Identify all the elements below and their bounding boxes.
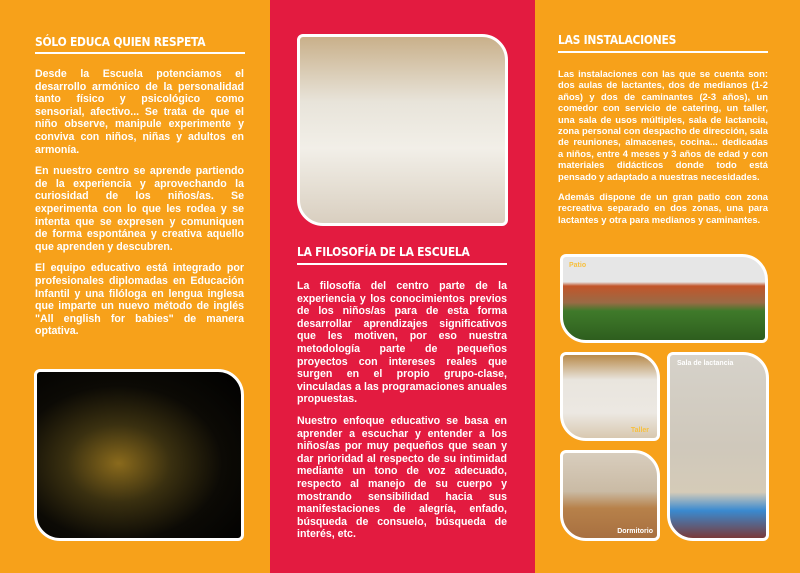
divider bbox=[558, 51, 768, 53]
paragraph: El equipo educativo está integrado por profesionales diplomadas en Educación Infantil y una filóloga en lengua inglesa que imparte un nuevo método de inglés "All english for babies" de manera optativa. bbox=[35, 262, 244, 338]
photo-patio bbox=[560, 254, 768, 343]
photo-taller bbox=[560, 352, 660, 441]
divider bbox=[297, 263, 507, 265]
paragraph: Las instalaciones con las que se cuenta son: dos aulas de lactantes, dos de medianos (1-2 años) y dos de caminantes (2-3 años), un comedor con servicio de catering, un taller, una sala de usos múltiples, sala de lactancia, zona personal con despacho de dirección, sala de reuniones, almacenes, cocina... dedicadas a niños, entre 4 meses y 3 años de edad y con materiales didácticos donde todo está pensado y adaptado a nuestras necesidades. bbox=[558, 68, 768, 182]
paragraph: Nuestro enfoque educativo se basa en aprender a escuchar y entender a los niños/as por muy pequeños que sean y dar prioridad al respecto de su intimidad mediante un tono de voz adecuado, respecto al manejo de su cuerpo y mostrando sensibilidad hacia sus manifestaciones de alegría, enfado, búsqueda de consuelo, búsqueda de interés, etc. bbox=[297, 414, 507, 541]
photo-sala-lactancia bbox=[667, 352, 769, 541]
section-title: LAS INSTALACIONES bbox=[558, 32, 677, 47]
body-text bbox=[35, 68, 244, 347]
middle-panel bbox=[270, 0, 535, 573]
section-title: LA FILOSOFÍA DE LA ESCUELA bbox=[297, 244, 470, 259]
section-title: SÓLO EDUCA QUIEN RESPETA bbox=[35, 34, 206, 49]
photo-classroom bbox=[297, 34, 508, 226]
divider bbox=[35, 52, 245, 54]
body-text bbox=[297, 280, 507, 550]
caption: Taller bbox=[630, 427, 649, 434]
paragraph: En nuestro centro se aprende partiendo de la experiencia y aprovechando la curiosidad de los niños/as. Se experimenta con lo que les rodea y se intenta que se expresen y comuniquen de forma espontánea y creativa aquello que aprenden y descubren. bbox=[35, 165, 244, 253]
caption: Dormitorio bbox=[617, 528, 653, 535]
paragraph: Desde la Escuela potenciamos el desarrollo armónico de la personalidad tanto físico y psicológico como sensorial, afectivo... Se trata de que el niño observe, manipule experimente y conviva con niños, niñas y adultos en armonía. bbox=[35, 68, 244, 156]
caption: Sala de lactancia bbox=[677, 360, 734, 367]
right-panel bbox=[535, 0, 800, 573]
paragraph: La filosofía del centro parte de la experiencia y los conocimientos previos de los niños/as para de esta forma desarrollar aprendizajes significativos que les motiven, por eso nuestra metodología parte de pequeños proyectos con intereses reales que surgen en el propio grupo-clase, vinculadas a las programaciones anuales propuestas. bbox=[297, 280, 507, 406]
photo-dormitorio bbox=[560, 450, 660, 541]
body-text bbox=[558, 68, 768, 234]
paragraph: Además dispone de un gran patio con zona recreativa separado en dos zonas, una para lactantes y otra para medianos y caminantes. bbox=[558, 191, 768, 225]
left-panel bbox=[0, 0, 270, 573]
caption: Patio bbox=[569, 262, 587, 269]
photo-light-table bbox=[34, 369, 244, 541]
